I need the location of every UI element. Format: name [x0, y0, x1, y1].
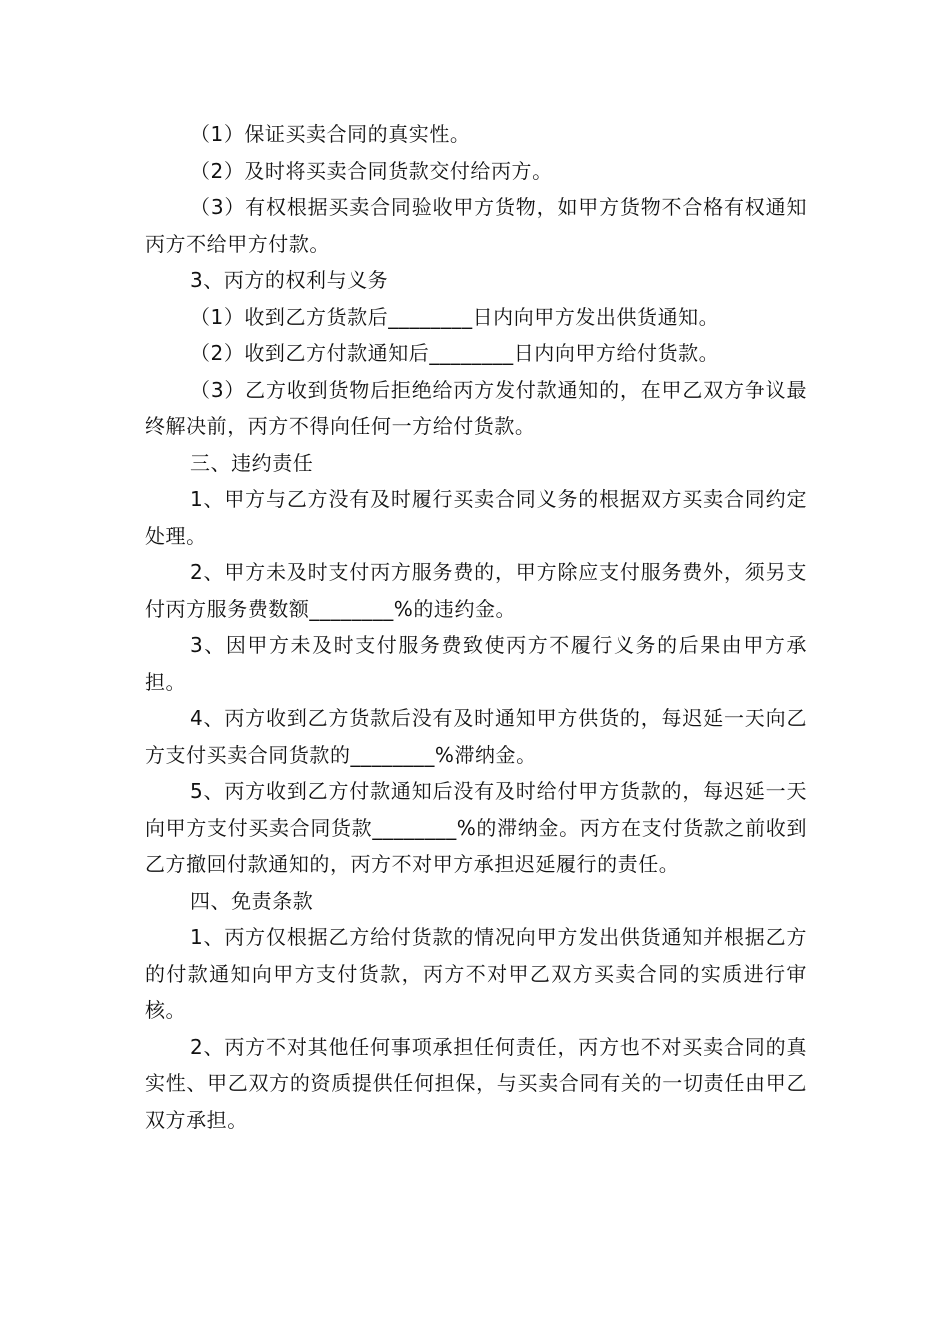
clause-item: （3）有权根据买卖合同验收甲方货物，如甲方货物不合格有权通知丙方不给甲方付款。 — [145, 195, 807, 256]
clause-item: （1）收到乙方货款后________日内向甲方发出供货通知。 — [190, 304, 720, 329]
section-heading: 3、丙方的权利与义务 — [190, 268, 389, 292]
clause-item: 1、丙方仅根据乙方给付货款的情况向甲方发出供货通知并根据乙方的付款通知向甲方支付货款，丙方不对甲乙双方买卖合同的实质进行审核。 — [145, 925, 807, 1022]
document-body — [145, 116, 807, 1138]
section-heading: 四、免责条款 — [190, 888, 314, 913]
clause-item: 4、丙方收到乙方货款后没有及时通知甲方供货的，每迟延一天向乙方支付买卖合同货款的________%滞纳金。 — [145, 706, 807, 767]
clause-item: 2、丙方不对其他任何事项承担任何责任，丙方也不对买卖合同的真实性、甲乙双方的资质提供任何担保，与买卖合同有关的一切责任由甲乙双方承担。 — [145, 1034, 807, 1132]
clause-item: 5、丙方收到乙方付款通知后没有及时给付甲方货款的，每迟延一天向甲方支付买卖合同货款________%的滞纳金。丙方在支付货款之前收到乙方撤回付款通知的，丙方不对甲方承担迟延履行的责任。 — [145, 779, 807, 876]
clause-item: （2）收到乙方付款通知后________日内向甲方给付货款。 — [190, 341, 720, 365]
section-heading: 三、违约责任 — [190, 450, 314, 475]
clause-item: （3）乙方收到货物后拒绝给丙方发付款通知的，在甲乙双方争议最终解决前，丙方不得向任何一方给付货款。 — [145, 377, 807, 438]
clause-item: （2）及时将买卖合同货款交付给丙方。 — [190, 158, 553, 183]
clause-item: （1）保证买卖合同的真实性。 — [190, 122, 471, 146]
clause-item: 2、甲方未及时支付丙方服务费的，甲方除应支付服务费外，须另支付丙方服务费数额________%的违约金。 — [145, 560, 807, 621]
clause-item: 1、甲方与乙方没有及时履行买卖合同义务的根据双方买卖合同约定处理。 — [145, 487, 807, 548]
clause-item: 3、因甲方未及时支付服务费致使丙方不履行义务的后果由甲方承担。 — [145, 633, 807, 694]
